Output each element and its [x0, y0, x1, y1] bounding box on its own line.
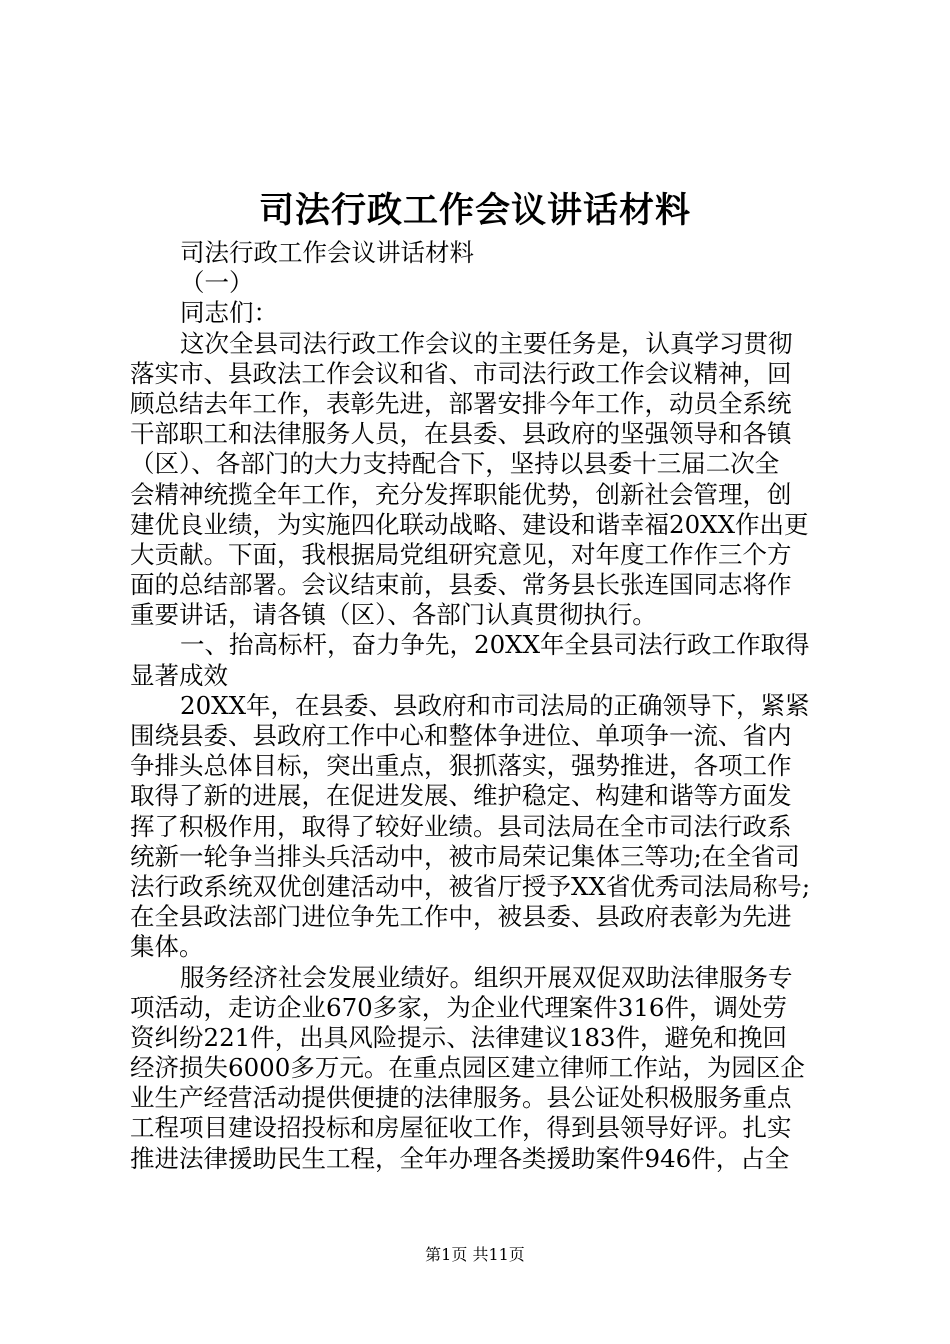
text-line: 服务经济社会发展业绩好。组织开展双促双助法律服务专 — [180, 962, 793, 992]
text-line: 面的总结部署。会议结束前，县委、常务县长张连国同志将作 — [130, 570, 792, 600]
text-line: 建优良业绩，为实施四化联动战略、建设和谐幸福20XX作出更 — [130, 509, 809, 539]
text-line: 这次全县司法行政工作会议的主要任务是，认真学习贯彻 — [180, 328, 793, 358]
text-line: 20XX年，在县委、县政府和市司法局的正确领导下，紧紧 — [180, 690, 810, 720]
document-body — [130, 238, 835, 1174]
text-line: 集体。 — [130, 932, 204, 962]
text-line: 落实市、县政法工作会议和省、市司法行政工作会议精神，回 — [130, 358, 792, 388]
text-line: 顾总结去年工作，表彰先进，部署安排今年工作，动员全系统 — [130, 388, 792, 418]
text-line: 重要讲话，请各镇（区）、各部门认真贯彻执行。 — [130, 600, 657, 630]
text-line: 取得了新的进展，在促进发展、维护稳定、构建和谐等方面发 — [130, 781, 792, 811]
text-line: 法行政系统双优创建活动中，被省厅授予XX省优秀司法局称号; — [130, 871, 811, 901]
text-line: 同志们： — [180, 298, 278, 328]
text-line: 一、抬高标杆，奋力争先，20XX年全县司法行政工作取得 — [180, 630, 810, 660]
text-line: 在全县政法部门进位争先工作中，被县委、县政府表彰为先进 — [130, 902, 792, 932]
text-line: 干部职工和法律服务人员，在县委、县政府的坚强领导和各镇 — [130, 419, 792, 449]
text-line: 项活动，走访企业670多家，为企业代理案件316件，调处劳 — [130, 992, 788, 1022]
text-line: 挥了积极作用，取得了较好业绩。县司法局在全市司法行政系 — [130, 811, 792, 841]
text-line: 业生产经营活动提供便捷的法律服务。县公证处积极服务重点 — [130, 1083, 792, 1113]
text-line: （一） — [180, 268, 254, 298]
text-line: 显著成效 — [130, 660, 228, 690]
text-line: （区）、各部门的大力支持配合下，坚持以县委十三届二次全 — [130, 449, 780, 479]
text-line: 争排头总体目标，突出重点，狠抓落实，强势推进，各项工作 — [130, 751, 792, 781]
text-line: 会精神统揽全年工作，充分发挥职能优势，创新社会管理，创 — [130, 479, 792, 509]
text-line: 大贡献。下面，我根据局党组研究意见，对年度工作作三个方 — [130, 539, 792, 569]
text-line: 资纠纷221件，出具风险提示、法律建议183件，避免和挽回 — [130, 1022, 788, 1052]
document-title: 司法行政工作会议讲话材料 — [258, 190, 691, 231]
text-line: 统新一轮争当排头兵活动中，被市局荣记集体三等功;在全省司 — [130, 841, 800, 871]
text-line: 工程项目建设招投标和房屋征收工作，得到县领导好评。扎实 — [130, 1113, 792, 1143]
text-line: 围绕县委、县政府工作中心和整体争进位、单项争一流、省内 — [130, 721, 792, 750]
text-line: 司法行政工作会议讲话材料 — [180, 238, 474, 267]
page-indicator: 第1页 共11页 — [425, 1245, 525, 1264]
text-line: 经济损失6000多万元。在重点园区建立律师工作站，为园区企 — [130, 1053, 805, 1083]
text-line: 推进法律援助民生工程，全年办理各类援助案件946件，占全 — [130, 1143, 790, 1173]
